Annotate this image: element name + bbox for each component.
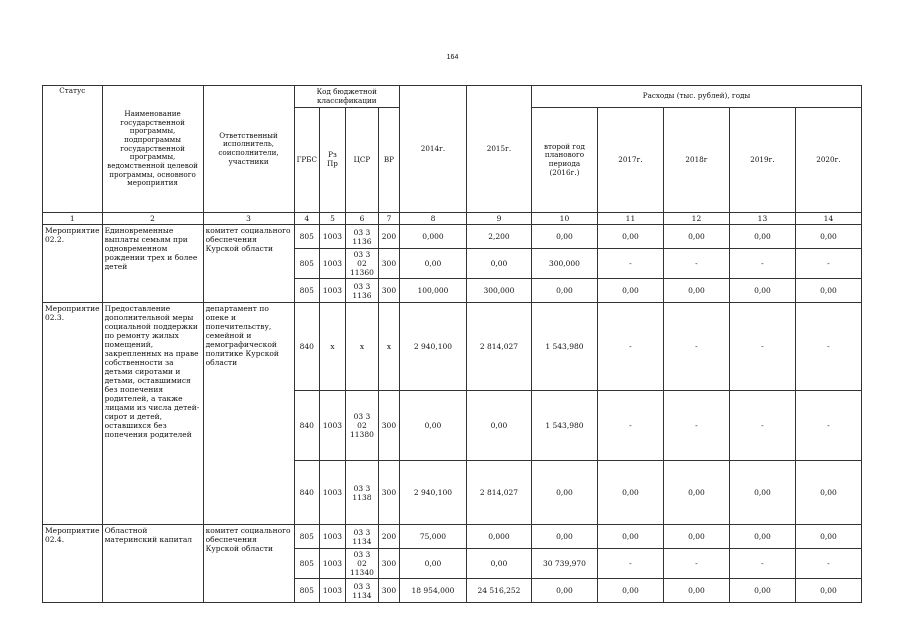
budget-table	[42, 85, 862, 603]
value-2015: 0,000	[466, 525, 531, 549]
column-number: 7	[378, 213, 399, 225]
name-cell: Предоставление дополнительной меры социальной поддержки по ремонту жилых помещений, закрепленных на праве собственности за детьми сиротами и детьми, оставшимися без попечения родителей, а также лицами из числа детей-сирот и детей, оставшихся без попечения родителей	[102, 303, 203, 525]
value-2014: 0,00	[399, 549, 466, 579]
header-responsible: Ответственный исполнитель, соисполнители, участники	[203, 86, 294, 213]
grbs-cell: 805	[294, 279, 319, 303]
column-number: 6	[345, 213, 378, 225]
value-2017: 0,00	[597, 225, 663, 249]
table-row	[43, 525, 862, 549]
value-2014: 18 954,000	[399, 579, 466, 603]
value-2018: -	[663, 391, 729, 461]
vr-cell: 300	[378, 279, 399, 303]
header-2019: 2019г.	[729, 108, 795, 213]
value-2020: 0,00	[795, 225, 861, 249]
table-body	[43, 225, 862, 603]
value-2020: 0,00	[795, 579, 861, 603]
status-cell: Мероприятие 02.4.	[43, 525, 103, 603]
value-2019: -	[729, 303, 795, 391]
value-2019: 0,00	[729, 225, 795, 249]
vr-cell: 300	[378, 249, 399, 279]
value-2014: 0,00	[399, 249, 466, 279]
value-2015: 2 814,027	[466, 461, 531, 525]
value-2019: 0,00	[729, 579, 795, 603]
value-2020: 0,00	[795, 525, 861, 549]
grbs-cell: 805	[294, 549, 319, 579]
column-number: 8	[399, 213, 466, 225]
vr-cell: 300	[378, 391, 399, 461]
value-2016: 1 543,980	[531, 391, 597, 461]
value-2018: -	[663, 549, 729, 579]
header-expenses: Расходы (тыс. рублей), годы	[531, 86, 861, 108]
vr-cell: х	[378, 303, 399, 391]
value-2014: 75,000	[399, 525, 466, 549]
grbs-cell: 840	[294, 461, 319, 525]
header-2018: 2018г	[663, 108, 729, 213]
rzpr-cell: 1003	[319, 391, 345, 461]
csr-cell: 03 3 1136	[345, 279, 378, 303]
value-2015: 2 814,027	[466, 303, 531, 391]
header-vr: ВР	[378, 108, 399, 213]
csr-cell: 03 3 02 11340	[345, 549, 378, 579]
name-cell: Единовременные выплаты семьям при одновременном рождении трех и более детей	[102, 225, 203, 303]
value-2015: 300,000	[466, 279, 531, 303]
rzpr-cell: 1003	[319, 549, 345, 579]
value-2018: 0,00	[663, 525, 729, 549]
value-2019: -	[729, 391, 795, 461]
value-2020: 0,00	[795, 461, 861, 525]
csr-cell: 03 3 1134	[345, 579, 378, 603]
column-number: 3	[203, 213, 294, 225]
value-2014: 100,000	[399, 279, 466, 303]
csr-cell: 03 3 1138	[345, 461, 378, 525]
column-number: 4	[294, 213, 319, 225]
rzpr-cell: 1003	[319, 225, 345, 249]
value-2020: -	[795, 303, 861, 391]
value-2014: 0,00	[399, 391, 466, 461]
value-2017: -	[597, 549, 663, 579]
column-number: 10	[531, 213, 597, 225]
header-grbs: ГРБС	[294, 108, 319, 213]
value-2015: 0,00	[466, 391, 531, 461]
value-2016: 0,00	[531, 579, 597, 603]
value-2019: 0,00	[729, 461, 795, 525]
column-number: 9	[466, 213, 531, 225]
column-numbers-row	[43, 213, 862, 225]
value-2015: 0,00	[466, 249, 531, 279]
table-header	[43, 86, 862, 225]
value-2020: -	[795, 391, 861, 461]
value-2017: -	[597, 391, 663, 461]
status-cell: Мероприятие 02.2.	[43, 225, 103, 303]
value-2020: -	[795, 549, 861, 579]
grbs-cell: 840	[294, 391, 319, 461]
rzpr-cell: х	[319, 303, 345, 391]
rzpr-cell: 1003	[319, 525, 345, 549]
value-2018: 0,00	[663, 579, 729, 603]
value-2017: 0,00	[597, 279, 663, 303]
value-2016: 300,000	[531, 249, 597, 279]
responsible-cell: департамент по опеке и попечительству, семейной и демографической политике Курской области	[203, 303, 294, 525]
value-2019: -	[729, 249, 795, 279]
value-2016: 0,00	[531, 461, 597, 525]
header-rzpr: Рз Пр	[319, 108, 345, 213]
value-2015: 24 516,252	[466, 579, 531, 603]
column-number: 2	[102, 213, 203, 225]
header-name: Наименование государственной программы, подпрограммы государственной программы, ведомственной целевой программы, основного мероприятия	[102, 86, 203, 213]
vr-cell: 300	[378, 579, 399, 603]
column-number: 13	[729, 213, 795, 225]
rzpr-cell: 1003	[319, 279, 345, 303]
header-2014: 2014г.	[399, 86, 466, 213]
value-2014: 2 940,100	[399, 303, 466, 391]
vr-cell: 300	[378, 461, 399, 525]
csr-cell: 03 3 1136	[345, 225, 378, 249]
column-number: 5	[319, 213, 345, 225]
value-2018: -	[663, 249, 729, 279]
header-2020: 2020г.	[795, 108, 861, 213]
rzpr-cell: 1003	[319, 579, 345, 603]
value-2018: -	[663, 303, 729, 391]
csr-cell: 03 3 02 11380	[345, 391, 378, 461]
value-2018: 0,00	[663, 279, 729, 303]
header-budget-code: Код бюджетной классификации	[294, 86, 399, 108]
value-2016: 0,00	[531, 279, 597, 303]
value-2016: 0,00	[531, 525, 597, 549]
value-2020: -	[795, 249, 861, 279]
value-2019: -	[729, 549, 795, 579]
grbs-cell: 805	[294, 249, 319, 279]
table-row	[43, 225, 862, 249]
value-2020: 0,00	[795, 279, 861, 303]
value-2015: 2,200	[466, 225, 531, 249]
csr-cell: х	[345, 303, 378, 391]
value-2019: 0,00	[729, 279, 795, 303]
grbs-cell: 805	[294, 579, 319, 603]
header-2016: второй год планового периода (2016г.)	[531, 108, 597, 213]
value-2017: 0,00	[597, 461, 663, 525]
status-cell: Мероприятие 02.3.	[43, 303, 103, 525]
csr-cell: 03 3 02 11360	[345, 249, 378, 279]
value-2016: 30 739,970	[531, 549, 597, 579]
value-2016: 0,00	[531, 225, 597, 249]
value-2015: 0,00	[466, 549, 531, 579]
value-2018: 0,00	[663, 461, 729, 525]
vr-cell: 200	[378, 225, 399, 249]
column-number: 12	[663, 213, 729, 225]
page-number: 164	[446, 54, 459, 61]
name-cell: Областной материнский капитал	[102, 525, 203, 603]
value-2018: 0,00	[663, 225, 729, 249]
csr-cell: 03 3 1134	[345, 525, 378, 549]
column-number: 1	[43, 213, 103, 225]
value-2014: 2 940,100	[399, 461, 466, 525]
value-2017: 0,00	[597, 579, 663, 603]
grbs-cell: 805	[294, 525, 319, 549]
table-row	[43, 303, 862, 391]
header-status: Статус	[43, 86, 103, 213]
responsible-cell: комитет социального обеспечения Курской области	[203, 525, 294, 603]
value-2017: -	[597, 303, 663, 391]
value-2017: 0,00	[597, 525, 663, 549]
value-2019: 0,00	[729, 525, 795, 549]
header-2017: 2017г.	[597, 108, 663, 213]
grbs-cell: 805	[294, 225, 319, 249]
rzpr-cell: 1003	[319, 461, 345, 525]
column-number: 11	[597, 213, 663, 225]
value-2017: -	[597, 249, 663, 279]
vr-cell: 300	[378, 549, 399, 579]
value-2014: 0,000	[399, 225, 466, 249]
rzpr-cell: 1003	[319, 249, 345, 279]
header-csr: ЦСР	[345, 108, 378, 213]
grbs-cell: 840	[294, 303, 319, 391]
column-number: 14	[795, 213, 861, 225]
vr-cell: 200	[378, 525, 399, 549]
header-2015: 2015г.	[466, 86, 531, 213]
value-2016: 1 543,980	[531, 303, 597, 391]
responsible-cell: комитет социального обеспечения Курской области	[203, 225, 294, 303]
